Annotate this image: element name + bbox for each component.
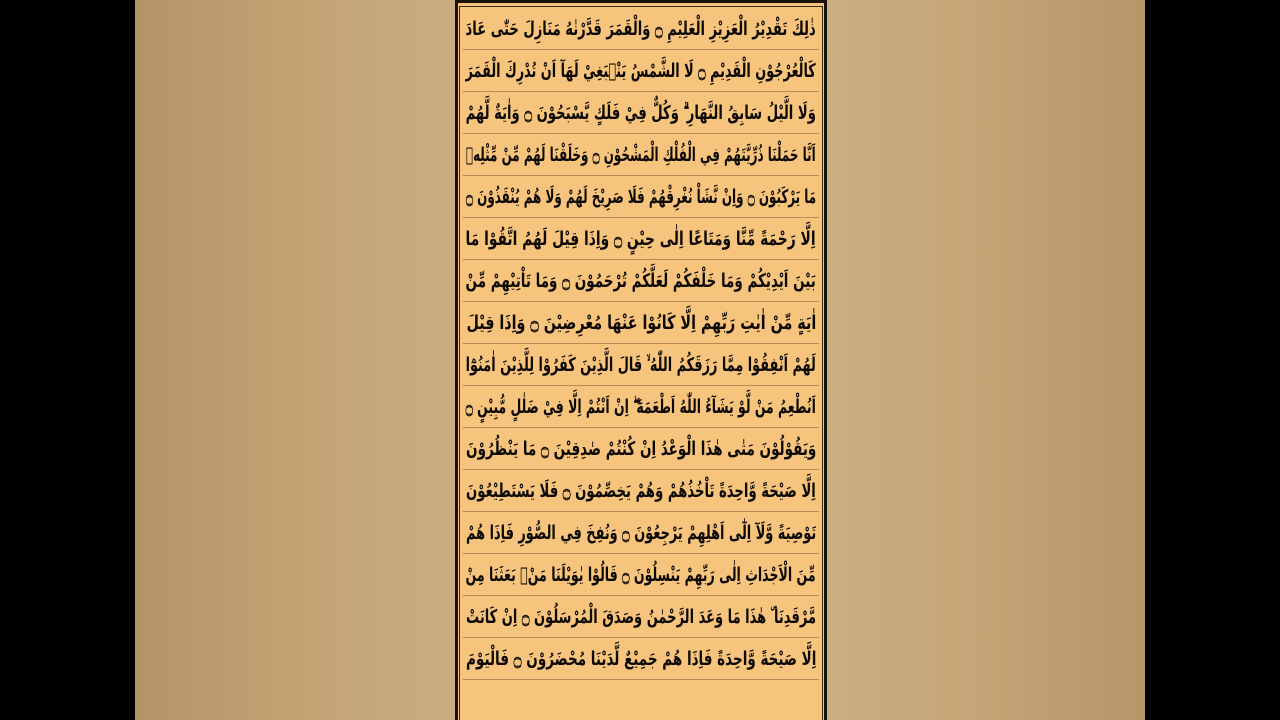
- verse-line: اِلَّا صَيْحَةً وَّاحِدَةً فَاِذَا هُمْ جَمِيْعٌ لَّدَيْنَا مُحْضَرُوْنَ ۝ فَالْيَوْمَ: [463, 638, 819, 680]
- verse-line: كَالْعُرْجُوْنِ الْقَدِيْمِ ۝ لَا الشَّمْسُ يَنْۢبَغِيْ لَهَآ اَنْ تُدْرِكَ الْقَمَرَ: [463, 50, 819, 92]
- verse-line: مَا يَرْكَبُوْنَ ۝ وَاِنْ نَّشَاْ نُغْرِقْهُمْ فَلَا صَرِيْخَ لَهُمْ وَلَا هُمْ يُنْقَذُوْنَ ۝: [463, 176, 819, 218]
- verse-line: ذٰلِكَ تَقْدِيْرُ الْعَزِيْزِ الْعَلِيْمِ ۝ وَالْقَمَرَ قَدَّرْنٰهُ مَنَازِلَ حَتّٰى عَادَ: [463, 8, 819, 50]
- verse-line: تَوْصِيَةً وَّلَآ اِلٰٓى اَهْلِهِمْ يَرْجِعُوْنَ ۝ وَنُفِخَ فِي الصُّوْرِ فَاِذَا هُمْ: [463, 512, 819, 554]
- verse-line: اَنَّا حَمَلْنَا ذُرِّيَّتَهُمْ فِي الْفُلْكِ الْمَشْحُوْنِ ۝ وَخَلَقْنَا لَهُمْ مِّنْ مِّثْلِهٖ: [463, 134, 819, 176]
- verse-lines: [463, 8, 819, 720]
- quran-page: [455, 0, 827, 720]
- verse-line: لَهُمْ اَنْفِقُوْا مِمَّا رَزَقَكُمُ اللّٰهُ ۙ قَالَ الَّذِيْنَ كَفَرُوْا لِلَّذِيْنَ اٰمَنُوْٓا: [463, 344, 819, 386]
- verse-line: اَنُطْعِمُ مَنْ لَّوْ يَشَآءُ اللّٰهُ اَطْعَمَهٗٓ ۖ اِنْ اَنْتُمْ اِلَّا فِيْ ضَلٰلٍ مُّبِيْنٍ ۝: [463, 386, 819, 428]
- verse-line: اِلَّا صَيْحَةً وَّاحِدَةً تَاْخُذُهُمْ وَهُمْ يَخِصِّمُوْنَ ۝ فَلَا يَسْتَطِيْعُوْنَ: [463, 470, 819, 512]
- right-background-panel: [827, 0, 1145, 720]
- verse-line: وَيَقُوْلُوْنَ مَتٰى هٰذَا الْوَعْدُ اِنْ كُنْتُمْ صٰدِقِيْنَ ۝ مَا يَنْظُرُوْنَ: [463, 428, 819, 470]
- verse-line: مِّنَ الْاَجْدَاثِ اِلٰى رَبِّهِمْ يَنْسِلُوْنَ ۝ قَالُوْا يٰوَيْلَنَا مَنْۢ بَعَثَنَا مِنْ: [463, 554, 819, 596]
- verse-line: وَلَا الَّيْلُ سَابِقُ النَّهَارِ ۗ وَكُلٌّ فِيْ فَلَكٍ يَّسْبَحُوْنَ ۝ وَاٰيَةٌ لَّهُمْ: [463, 92, 819, 134]
- verse-line: مَّرْقَدِنَا ۜ هٰذَا مَا وَعَدَ الرَّحْمٰنُ وَصَدَقَ الْمُرْسَلُوْنَ ۝ اِنْ كَانَتْ: [463, 596, 819, 638]
- verse-line: اِلَّا رَحْمَةً مِّنَّا وَمَتَاعًا اِلٰى حِيْنٍ ۝ وَاِذَا قِيْلَ لَهُمُ اتَّقُوْا مَا: [463, 218, 819, 260]
- verse-line: اٰيَةٍ مِّنْ اٰيٰتِ رَبِّهِمْ اِلَّا كَانُوْا عَنْهَا مُعْرِضِيْنَ ۝ وَاِذَا قِيْلَ: [463, 302, 819, 344]
- left-background-panel: [135, 0, 455, 720]
- verse-line: بَيْنَ اَيْدِيْكُمْ وَمَا خَلْفَكُمْ لَعَلَّكُمْ تُرْحَمُوْنَ ۝ وَمَا تَاْتِيْهِمْ مِّنْ: [463, 260, 819, 302]
